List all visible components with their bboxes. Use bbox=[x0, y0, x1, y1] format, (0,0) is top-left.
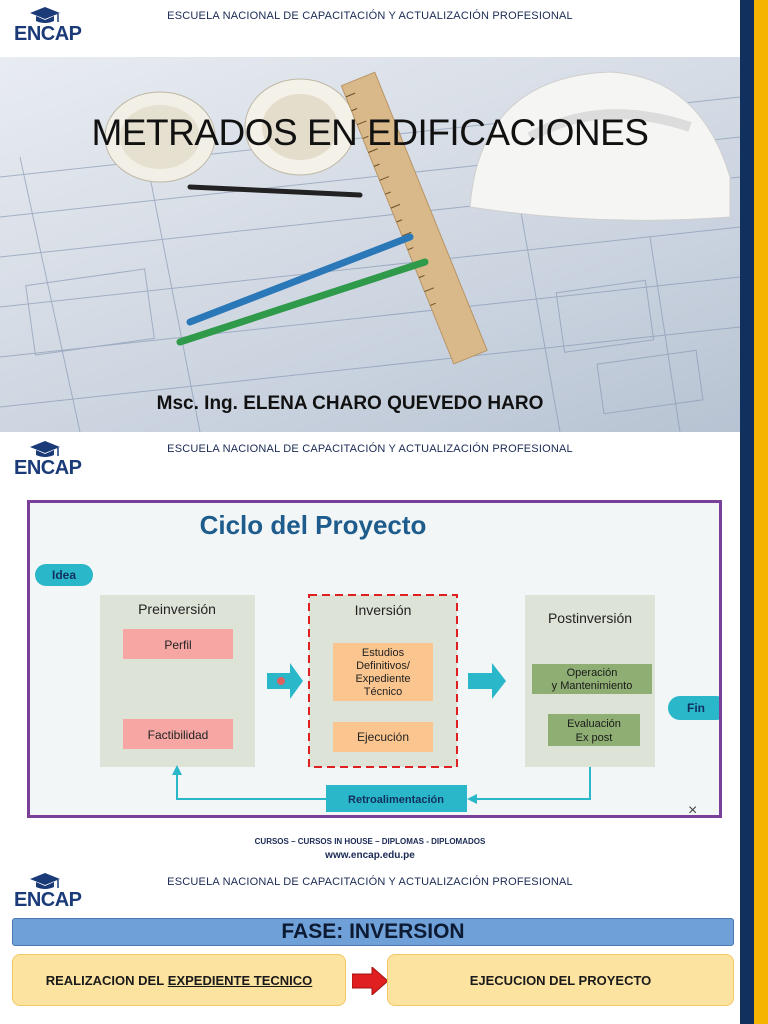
slide-title-text: METRADOS EN EDIFICACIONES bbox=[91, 112, 649, 153]
operacion-line2: y Mantenimiento bbox=[551, 680, 633, 692]
footer-url: www.encap.edu.pe bbox=[325, 850, 415, 861]
close-icon: × bbox=[688, 802, 698, 815]
factibilidad-label: Factibilidad bbox=[147, 728, 209, 742]
school-name: ESCUELA NACIONAL DE CAPACITACIÓN Y ACTUALIZACIÓN PROFESIONAL bbox=[167, 10, 573, 22]
slide-project-cycle bbox=[0, 432, 768, 864]
phase-title: FASE: INVERSION bbox=[12, 918, 734, 946]
arrow-right-icon bbox=[468, 663, 506, 699]
project-cycle-diagram bbox=[27, 500, 722, 818]
operacion-line1: Operación bbox=[566, 667, 618, 679]
evaluacion-line2: Ex post bbox=[575, 732, 613, 744]
arrow-right-icon bbox=[352, 967, 388, 995]
logo-text: ENCAP bbox=[14, 457, 82, 479]
postinversion-title: Postinversión bbox=[547, 610, 633, 626]
hero-image bbox=[0, 57, 740, 432]
slide-investment-phase bbox=[0, 864, 768, 1024]
estudios-line2: Definitivos/ bbox=[356, 660, 410, 672]
inversion-title: Inversión bbox=[354, 602, 412, 618]
school-name: ESCUELA NACIONAL DE CAPACITACIÓN Y ACTUALIZACIÓN PROFESIONAL bbox=[167, 876, 573, 888]
logo-text: ENCAP bbox=[14, 889, 82, 911]
estudios-line3: Expediente bbox=[355, 673, 411, 685]
estudios-line1: Estudios bbox=[361, 647, 405, 659]
side-decoration bbox=[740, 432, 768, 864]
expediente-underlined: EXPEDIENTE TECNICO bbox=[167, 972, 313, 988]
slide-title bbox=[0, 0, 768, 432]
evaluacion-line1: Evaluación bbox=[567, 718, 621, 730]
perfil-label: Perfil bbox=[164, 638, 192, 652]
idea-label: Idea bbox=[51, 568, 77, 582]
ejecucion-proyecto-box: EJECUCION DEL PROYECTO bbox=[387, 954, 734, 1006]
fin-label: Fin bbox=[687, 701, 705, 715]
school-name: ESCUELA NACIONAL DE CAPACITACIÓN Y ACTUALIZACIÓN PROFESIONAL bbox=[167, 443, 573, 455]
logo-text: ENCAP bbox=[14, 23, 82, 45]
estudios-line4: Técnico bbox=[363, 686, 403, 698]
feedback-label: Retroalimentación bbox=[348, 794, 444, 806]
expediente-prefix: REALIZACION DEL bbox=[45, 972, 165, 988]
footer-courses: CURSOS – CURSOS IN HOUSE – DIPLOMAS - DIPLOMADOS bbox=[254, 837, 486, 846]
author-name: Msc. Ing. ELENA CHARO QUEVEDO HARO bbox=[156, 393, 544, 414]
feedback-line bbox=[477, 767, 590, 799]
diagram-title: Ciclo del Proyecto bbox=[199, 510, 427, 540]
ejecucion-label: Ejecución bbox=[356, 730, 410, 744]
preinversion-title: Preinversión bbox=[138, 601, 216, 617]
side-decoration bbox=[740, 864, 768, 1024]
side-decoration bbox=[740, 0, 768, 432]
expediente-box bbox=[12, 954, 346, 1006]
